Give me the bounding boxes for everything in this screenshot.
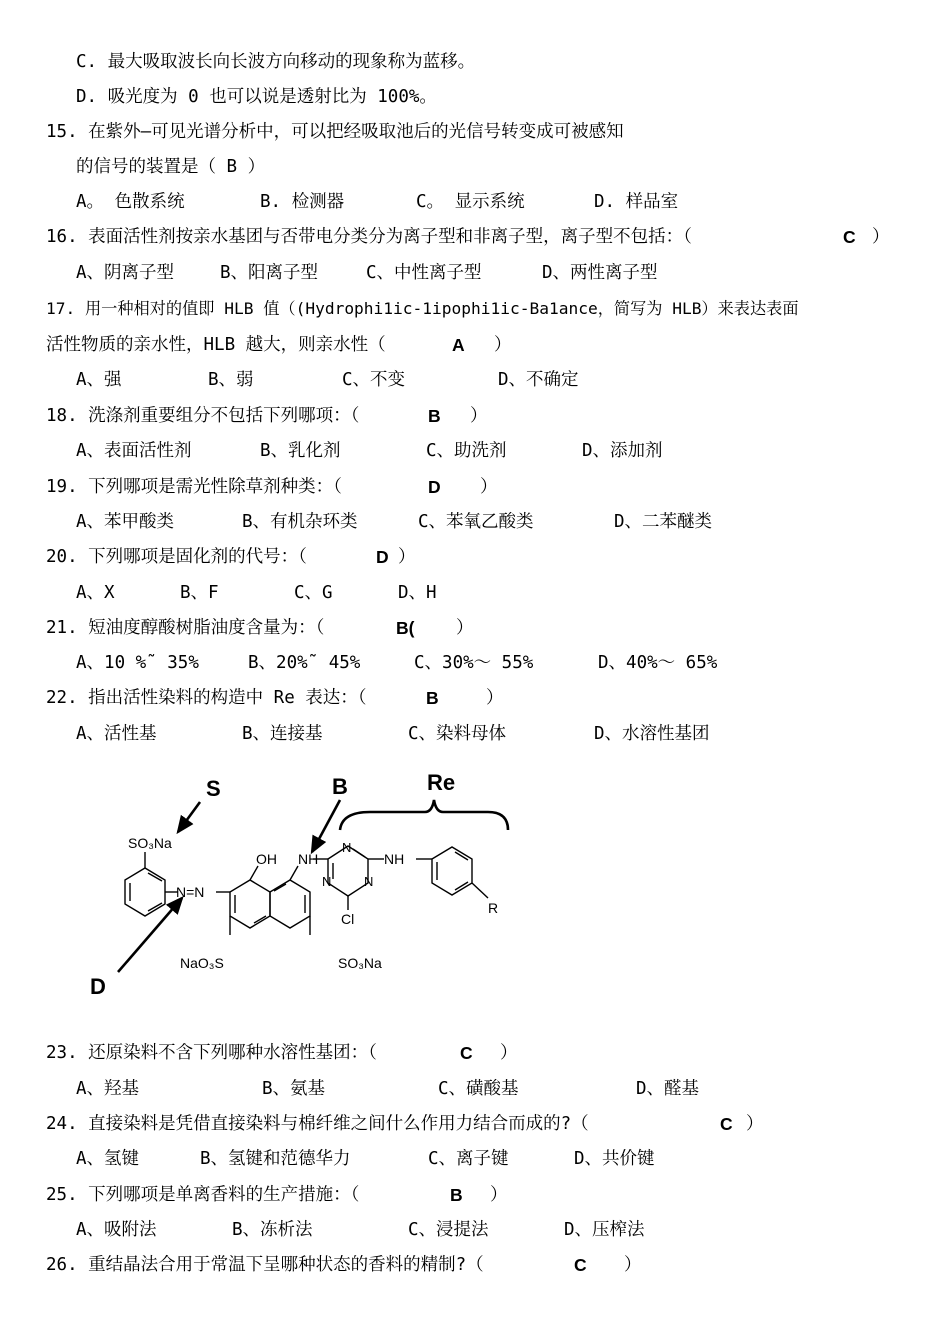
sulfonate-top: SO₃Na: [128, 835, 172, 851]
r-group: R: [488, 900, 499, 916]
question-26-bracket: ）: [624, 1255, 642, 1275]
question-17-text-cont: 活性物质的亲水性，HLB 越大，则亲水性（: [46, 335, 386, 355]
question-24-text: 24. 直接染料是凭借直接染料与棉纤维之间什么作用力结合而成的?（: [46, 1114, 589, 1134]
option-a: A、吸附法: [76, 1220, 157, 1240]
molecule-bonds: [125, 800, 508, 935]
molecule-labels: [90, 770, 498, 999]
arrow-s: [178, 802, 200, 832]
question-16-text: 16. 表面活性剂按亲水基团与否带电分类分为离子型和非离子型，离子型不包括：（: [46, 227, 692, 247]
question-24-bracket: ）: [746, 1114, 764, 1134]
label-arrows: [118, 800, 340, 972]
option-b: B、乳化剂: [260, 441, 341, 461]
reactive-dye-structure-figure: [70, 760, 550, 1010]
hydroxyl-group: OH: [256, 851, 277, 867]
option-d: D、二苯醚类: [614, 512, 713, 532]
option-a: A、阴离子型: [76, 263, 175, 283]
option-d: D、醛基: [636, 1079, 700, 1099]
option-line-c: C. 最大吸取波长向长波方向移动的现象称为蓝移。: [76, 52, 476, 72]
question-23-bracket: ）: [500, 1043, 518, 1063]
option-d: D、H: [398, 583, 437, 603]
option-c: C、中性离子型: [366, 263, 482, 283]
triazine-n-top: N: [342, 840, 352, 855]
option-a: A。 色散系统: [76, 192, 185, 212]
question-17-answer: A: [452, 335, 465, 355]
benzene-ring-left: [125, 868, 165, 916]
option-d: D、40%～ 65%: [598, 653, 718, 673]
label-d: D: [90, 974, 106, 999]
question-17-bracket: ）: [494, 335, 512, 355]
option-a: A、氢键: [76, 1149, 140, 1169]
option-b: B、弱: [208, 370, 254, 390]
azo-group: N=N: [176, 884, 205, 900]
label-re: Re: [427, 770, 456, 795]
benzene-ring-right: [432, 847, 472, 895]
question-25-bracket: ）: [490, 1185, 508, 1205]
option-c: C、助洗剂: [426, 441, 507, 461]
option-b: B、氨基: [262, 1079, 326, 1099]
question-24-answer: C: [720, 1114, 733, 1134]
question-26-text: 26. 重结晶法合用于常温下呈哪种状态的香料的精制?（: [46, 1255, 484, 1275]
option-d: D、压榨法: [564, 1220, 645, 1240]
label-b: B: [332, 774, 348, 799]
option-c: C、磺酸基: [438, 1079, 519, 1099]
option-a: A、X: [76, 583, 115, 603]
option-c: C、苯氧乙酸类: [418, 512, 534, 532]
option-c: C。 显示系统: [416, 192, 525, 212]
triazine-n-left: N: [322, 874, 332, 889]
sulfonate-right: SO₃Na: [338, 955, 382, 971]
option-d: D、共价键: [574, 1149, 655, 1169]
chloro-group: Cl: [341, 911, 355, 927]
question-25-answer: B: [450, 1185, 463, 1205]
arrow-b: [312, 800, 340, 852]
question-15-text: 15. 在紫外—可见光谱分析中，可以把经吸取池后的光信号转变成可被感知: [46, 122, 624, 142]
triazine-n-right: N: [364, 874, 374, 889]
amino-link-2: NH: [384, 851, 405, 867]
question-16-bracket: ）: [872, 227, 890, 247]
question-17-text: 17. 用一种相对的值即 HLB 值（(Hydrophi1ic-1ipophi1ic-Ba1ance，简写为 HLB）来表达表面: [46, 299, 799, 318]
question-22-answer: B: [426, 688, 439, 708]
option-d: D、添加剂: [582, 441, 663, 461]
option-b: B、有机杂环类: [242, 512, 358, 532]
option-line-d: D. 吸光度为 0 也可以说是透射比为 100%。: [76, 87, 437, 107]
question-18-bracket: ）: [470, 406, 488, 426]
re-brace: [340, 800, 508, 830]
option-a: A、10 %˜ 35%: [76, 653, 199, 673]
option-d: D. 样品室: [594, 192, 679, 212]
naphthalene-ring-2: [270, 880, 310, 928]
option-c: C、不变: [342, 370, 406, 390]
question-20-answer: D: [376, 547, 389, 567]
option-c: C、G: [294, 583, 333, 603]
option-a: A、表面活性剂: [76, 441, 192, 461]
question-19-bracket: ）: [480, 477, 498, 497]
option-c: C、离子键: [428, 1149, 509, 1169]
question-20-bracket: ）: [398, 547, 416, 567]
option-a: A、强: [76, 370, 122, 390]
option-a: A、羟基: [76, 1079, 140, 1099]
question-18-answer: B: [428, 406, 441, 426]
question-21-text: 21. 短油度醇酸树脂油度含量为：（: [46, 618, 325, 638]
question-19-text: 19. 下列哪项是需光性除草剂种类：（: [46, 477, 342, 497]
naphthalene-ring-1: [230, 880, 270, 928]
option-b: B、阳离子型: [220, 263, 319, 283]
option-b: B、F: [180, 583, 219, 603]
option-b: B、20%˜ 45%: [248, 653, 361, 673]
question-16-answer: C: [843, 227, 856, 247]
option-c: C、染料母体: [408, 724, 507, 744]
question-25-text: 25. 下列哪项是单离香料的生产措施：（: [46, 1185, 360, 1205]
option-a: A、活性基: [76, 724, 157, 744]
question-26-answer: C: [574, 1255, 587, 1275]
option-d: D、两性离子型: [542, 263, 658, 283]
question-23-answer: C: [460, 1043, 473, 1063]
question-19-answer: D: [428, 477, 441, 497]
question-18-text: 18. 洗涤剂重要组分不包括下列哪项：（: [46, 406, 360, 426]
option-b: B. 检测器: [260, 192, 345, 212]
label-s: S: [206, 776, 221, 801]
option-b: B、氢键和范德华力: [200, 1149, 351, 1169]
option-b: B、冻析法: [232, 1220, 313, 1240]
question-22-text: 22. 指出活性染料的构造中 Re 表达：（: [46, 688, 367, 708]
option-c: C、浸提法: [408, 1220, 489, 1240]
amino-link-1: NH: [298, 851, 319, 867]
question-22-bracket: ）: [486, 688, 504, 708]
option-c: C、30%～ 55%: [414, 653, 534, 673]
sulfonate-left: NaO₃S: [180, 955, 224, 971]
question-21-bracket: ）: [456, 618, 474, 638]
question-15-text-cont: 的信号的装置是（ B ）: [76, 157, 266, 177]
question-21-answer: B(: [396, 618, 415, 638]
question-23-text: 23. 还原染料不含下列哪种水溶性基团：（: [46, 1043, 377, 1063]
question-20-text: 20. 下列哪项是固化剂的代号：（: [46, 547, 307, 567]
option-b: B、连接基: [242, 724, 323, 744]
option-d: D、水溶性基团: [594, 724, 710, 744]
option-a: A、苯甲酸类: [76, 512, 175, 532]
option-d: D、不确定: [498, 370, 579, 390]
